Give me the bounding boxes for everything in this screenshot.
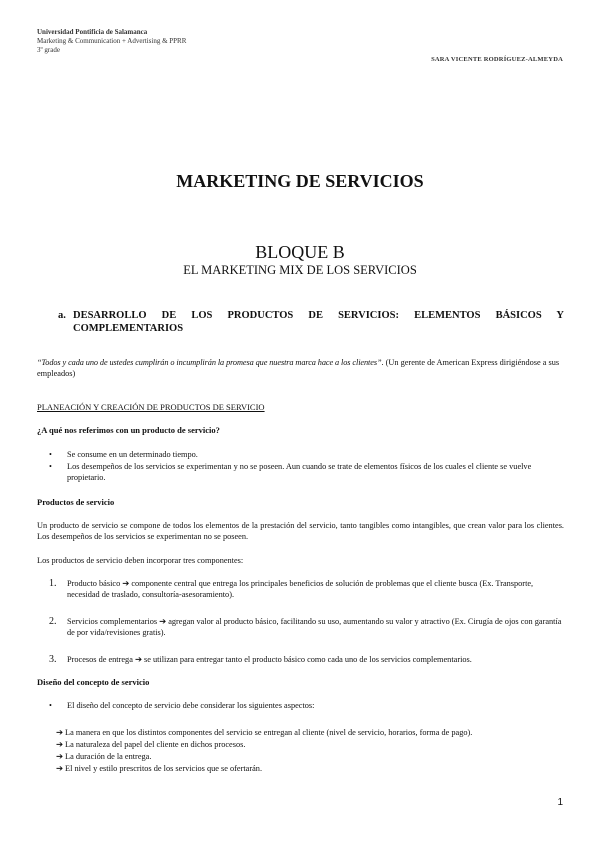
page-title: MARKETING DE SERVICIOS	[176, 171, 424, 191]
item-number: 2.	[49, 616, 57, 627]
productos-paragraph: Un producto de servicio se compone de todos los elementos de la prestación del servicio, tanto tangibles como intangibles, que crean valor para los clientes. Los desempeños de los servicios se experimentan no se poseen.	[37, 521, 564, 541]
list-item	[37, 449, 564, 460]
list-item	[37, 461, 564, 483]
bullet-icon: •	[49, 462, 52, 471]
section-number: a.	[58, 310, 66, 321]
numbered-item-3	[37, 654, 564, 665]
page-number: 1	[557, 797, 563, 808]
numbered-item-1	[37, 578, 564, 600]
item-number: 1.	[49, 578, 57, 589]
arrow-item: ➔ La naturaleza del papel del cliente en dichos procesos.	[56, 740, 246, 749]
quote-text: “Todos y cada uno de ustedes cumplirán o incumplirán la promesa que nuestra marca hace a los clientes”	[37, 358, 382, 367]
arrow-item: ➔ La duración de la entrega.	[56, 752, 152, 761]
productos-heading: Productos de servicio	[37, 497, 115, 507]
components-intro: Los productos de servicio deben incorporar tres componentes:	[37, 556, 244, 565]
header-university: Universidad Pontificia de Salamanca	[37, 28, 148, 36]
arrow-list	[56, 727, 472, 775]
header-program: Marketing & Communication + Advertising & PPRR	[37, 37, 187, 45]
list-item-text: Los desempeños de los servicios se experimentan y no se poseen. Aun cuando se trate de elementos físicos de los cuales el cliente se vuelve propietario.	[67, 462, 532, 482]
block-subtitle: EL MARKETING MIX DE LOS SERVICIOS	[183, 263, 417, 277]
diseno-bullet-text: El diseño del concepto de servicio debe considerar los siguientes aspectos:	[67, 701, 315, 710]
header-left	[37, 28, 186, 55]
block-title: BLOQUE B	[255, 242, 345, 262]
header-author: SARA VICENTE RODRÍGUEZ-ALMEYDA	[431, 56, 563, 63]
section-heading-a	[58, 309, 564, 335]
item-text: Servicios complementarios ➔ agregan valor al producto básico, facilitando su uso, aumentando su valor y atractivo (Ex. Cirugía de ojos con garantía de por vida/revisiones gratis).	[67, 617, 562, 637]
section-heading-line2: COMPLEMENTARIOS	[73, 323, 184, 334]
arrow-item: ➔ La manera en que los distintos componentes del servicio se entregan al cliente (nivel de servicio, horarios, forma de pago).	[56, 728, 473, 737]
diseno-heading: Diseño del concepto de servicio	[37, 677, 150, 687]
item-text: Producto básico ➔ componente central que entrega los principales beneficios de solución de problemas que el cliente busca (Ex. Transporte, necesidad de traslado, consultoría-asesoramiento).	[67, 579, 534, 599]
header-grade: 3º grade	[37, 46, 60, 54]
diseno-bullet	[37, 701, 564, 710]
planeacion-heading: PLANEACIÓN Y CREACIÓN DE PRODUCTOS DE SERVICIO	[37, 402, 265, 412]
quote-paragraph	[37, 357, 564, 379]
question-heading: ¿A qué nos referimos con un producto de servicio?	[37, 425, 220, 435]
numbered-item-2	[37, 616, 564, 638]
item-number: 3.	[49, 654, 57, 665]
quote-attribution: . (Un gerente de American Express dirigiéndose a sus empleados)	[37, 358, 560, 378]
section-heading-line1: DESARROLLO DE LOS PRODUCTOS DE SERVICIOS: ELEMENTOS BÁSICOS Y	[73, 310, 564, 321]
bullet-list	[37, 449, 564, 484]
bullet-icon: •	[49, 701, 52, 710]
arrow-item: ➔ El nivel y estilo prescritos de los servicios que se ofertarán.	[56, 764, 263, 773]
bullet-icon: •	[49, 450, 52, 459]
list-item-text: Se consume en un determinado tiempo.	[67, 450, 198, 459]
item-text: Procesos de entrega ➔ se utilizan para entregar tanto el producto básico como cada uno de los servicios complementarios.	[67, 655, 472, 664]
